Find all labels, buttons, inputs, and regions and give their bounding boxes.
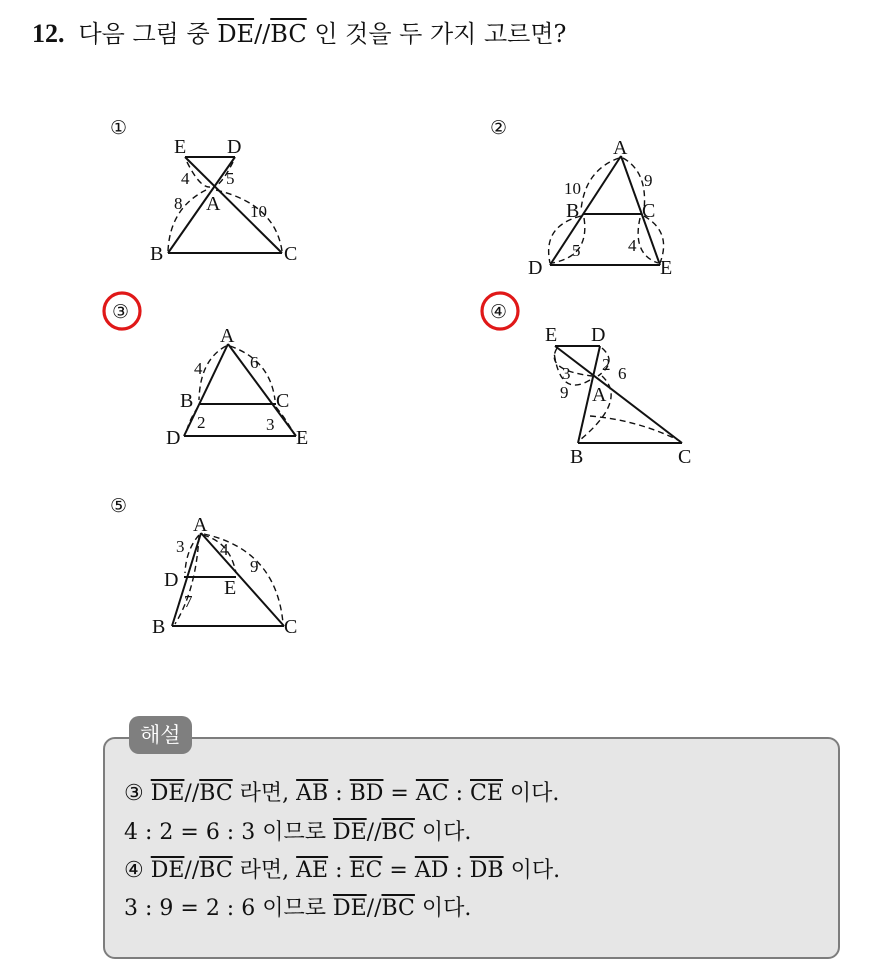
- option-5-label-b: B: [152, 616, 166, 638]
- option-4-label-a: A: [592, 384, 607, 406]
- solution-text: 이다.: [503, 858, 561, 883]
- option-4-label-b: B: [570, 446, 584, 468]
- segment-de: $\overline{DE}$: [217, 20, 255, 48]
- segment-name: $\overline{DE}$: [150, 858, 185, 883]
- segment-name: $\overline{AC}$: [415, 781, 449, 806]
- solution-text: 라면,: [232, 781, 297, 806]
- solution-text: ③: [124, 781, 151, 806]
- option-1-marker: ①: [110, 118, 128, 139]
- segment-name: $\overline{DE}$: [332, 896, 367, 921]
- option-3-value-2: 2: [197, 413, 206, 432]
- solution-text: //: [184, 781, 200, 806]
- option-1-label-e: E: [174, 136, 187, 158]
- option-1-value-5: 5: [226, 169, 235, 188]
- option-2-value-5: 5: [572, 241, 581, 260]
- parallel-symbol: //: [254, 20, 271, 48]
- option-3-value-3: 3: [266, 415, 275, 434]
- option-5-figure[interactable]: [100, 490, 320, 650]
- segment-name: $\overline{EC}$: [349, 858, 383, 883]
- solution-text: //: [366, 820, 382, 845]
- question-text-after: 인 것을 두 가지 고르면?: [306, 20, 567, 48]
- solution-text: =: [383, 781, 416, 806]
- option-2-value-9: 9: [644, 171, 653, 190]
- option-4-value-2: 2: [602, 355, 611, 374]
- solution-text: 이다.: [414, 896, 472, 921]
- solution-tab: 해설: [129, 716, 192, 754]
- question-text: [32, 14, 566, 49]
- option-1-figure[interactable]: [100, 108, 320, 273]
- option-3-label-a: A: [220, 325, 235, 347]
- solution-line-1: [124, 776, 559, 807]
- option-5-value-7: 7: [184, 592, 193, 611]
- option-3-marker: ③: [112, 302, 130, 323]
- solution-text: :: [448, 781, 470, 806]
- option-1-value-10: 10: [250, 202, 267, 221]
- segment-name: $\overline{BC}$: [199, 781, 233, 806]
- solution-text: =: [382, 858, 415, 883]
- solution-text: 4 : 2 = 6 : 3 이므로: [124, 820, 333, 845]
- option-5-marker: ⑤: [110, 496, 128, 517]
- segment-name: $\overline{AB}$: [296, 781, 329, 806]
- segment-name: $\overline{BC}$: [381, 896, 415, 921]
- option-5-label-d: D: [164, 569, 179, 591]
- solution-text: //: [184, 858, 200, 883]
- segment-name: $\overline{AE}$: [296, 858, 329, 883]
- option-2-value-10: 10: [564, 179, 581, 198]
- option-4-figure[interactable]: [478, 290, 708, 470]
- solution-text: 이다.: [502, 781, 560, 806]
- option-5-label-a: A: [193, 514, 208, 536]
- option-3-value-4: 4: [194, 359, 203, 378]
- option-1-label-d: D: [227, 136, 242, 158]
- segment-bc: $\overline{BC}$: [270, 20, 307, 48]
- option-3-label-d: D: [166, 427, 181, 449]
- solution-box: [103, 737, 840, 959]
- option-3-value-6: 6: [250, 353, 259, 372]
- option-3-figure[interactable]: [100, 290, 330, 455]
- option-1-value-4: 4: [181, 169, 190, 188]
- option-5-value-3: 3: [176, 537, 185, 556]
- solution-text: :: [328, 858, 350, 883]
- option-4-label-c: C: [678, 446, 692, 468]
- solution-text: 3 : 9 = 2 : 6 이므로: [124, 896, 333, 921]
- solution-text: 이다.: [414, 820, 472, 845]
- option-5-label-e: E: [224, 577, 237, 599]
- option-1-label-c: C: [284, 243, 298, 265]
- question-number: 12.: [32, 19, 65, 48]
- option-2-label-c: C: [642, 200, 656, 222]
- segment-name: $\overline{CE}$: [470, 781, 503, 806]
- solution-text: ④: [124, 858, 151, 883]
- option-3-label-e: E: [296, 427, 309, 449]
- solution-text: :: [328, 781, 350, 806]
- option-3-label-b: B: [180, 390, 194, 412]
- solution-text: :: [448, 858, 470, 883]
- segment-name: $\overline{BC}$: [199, 858, 233, 883]
- option-4-value-6: 6: [618, 364, 627, 383]
- option-4-value-3: 3: [562, 364, 571, 383]
- option-2-label-d: D: [528, 257, 543, 279]
- solution-text: 라면,: [232, 858, 297, 883]
- option-2-value-4: 4: [628, 236, 637, 255]
- option-4-label-d: D: [591, 324, 606, 346]
- option-4-label-e: E: [545, 324, 558, 346]
- solution-text: //: [366, 896, 382, 921]
- segment-name: $\overline{BD}$: [349, 781, 384, 806]
- option-1-label-a: A: [206, 193, 221, 215]
- option-2-marker: ②: [490, 118, 508, 139]
- solution-line-4: [124, 891, 471, 922]
- segment-name: $\overline{BC}$: [381, 820, 415, 845]
- question-text-before: 다음 그림 중: [78, 20, 218, 48]
- option-1-label-b: B: [150, 243, 164, 265]
- option-5-value-9: 9: [250, 557, 259, 576]
- option-2-label-e: E: [660, 257, 673, 279]
- option-1-value-8: 8: [174, 194, 183, 213]
- segment-name: $\overline{DB}$: [469, 858, 504, 883]
- option-4-marker: ④: [490, 302, 508, 323]
- option-5-label-c: C: [284, 616, 298, 638]
- option-5-value-4: 4: [220, 540, 229, 559]
- segment-name: $\overline{DE}$: [150, 781, 185, 806]
- segment-name: $\overline{DE}$: [332, 820, 367, 845]
- segment-name: $\overline{AD}$: [414, 858, 449, 883]
- option-2-figure[interactable]: [480, 108, 700, 283]
- option-4-value-9: 9: [560, 383, 569, 402]
- option-3-label-c: C: [276, 390, 290, 412]
- solution-line-3: [124, 853, 560, 884]
- option-2-label-a: A: [613, 137, 628, 159]
- option-2-label-b: B: [566, 200, 580, 222]
- solution-line-2: [124, 815, 471, 846]
